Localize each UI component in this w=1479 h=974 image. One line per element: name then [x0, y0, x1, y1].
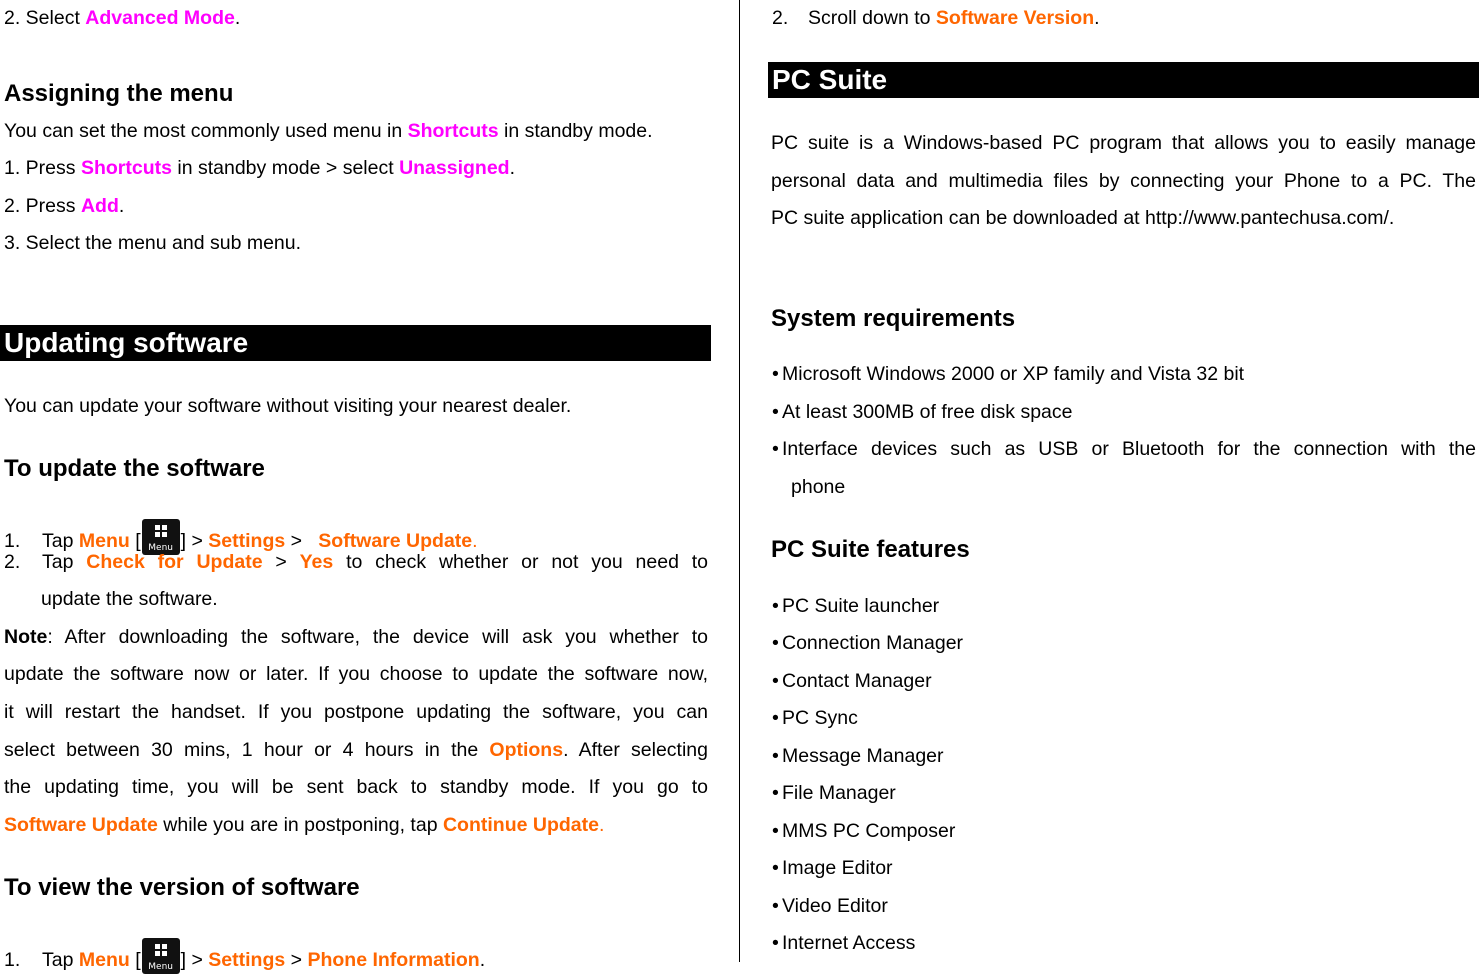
updating-intro: You can update your software without visiting your nearest dealer.: [4, 395, 572, 417]
updating-software-bar: Updating software: [0, 325, 711, 361]
pc-suite-desc-3: PC suite application can be downloaded at http://www.pantechusa.com/.: [771, 207, 1395, 229]
scroll-step-2: 2. Scroll down to Software Version.: [772, 7, 1100, 29]
feature-item: • PC Sync: [772, 707, 858, 729]
right-column: [768, 0, 1479, 962]
menu-icon: Menu: [142, 938, 180, 974]
sysreq-item: • Microsoft Windows 2000 or XP family and Vista 32 bit: [772, 363, 1245, 385]
software-version-link: Software Version: [935, 7, 1095, 29]
menu-link: Menu: [78, 949, 130, 971]
software-update-link: Software Update: [4, 814, 158, 836]
note-line-2: update the software now or later. If you choose to update the software now,: [4, 663, 708, 685]
update-step-2-continued: update the software.: [41, 588, 218, 610]
pc-suite-features-heading: PC Suite features: [771, 536, 970, 563]
assigning-step-1: 1. Press Shortcuts in standby mode > select Unassigned.: [4, 157, 516, 179]
pc-suite-desc-2: personal data and multimedia files by connecting your Phone to a PC. The: [771, 170, 1476, 192]
left-column: [0, 0, 712, 972]
update-software-heading: To update the software: [4, 455, 265, 482]
note-line-6: Software Update while you are in postponing, tap Continue Update.: [4, 814, 605, 836]
feature-item: • Image Editor: [772, 857, 893, 879]
column-divider: [739, 0, 740, 962]
sysreq-item: • At least 300MB of free disk space: [772, 401, 1073, 423]
assigning-intro: You can set the most commonly used menu in Shortcuts in standby mode.: [4, 120, 653, 142]
menu-icon: Menu: [142, 519, 180, 555]
add-link: Add: [80, 195, 119, 217]
assigning-step-2: 2. Press Add.: [4, 195, 125, 217]
update-step-2: 2. Tap Check for Update > Yes to check whether or not you need to: [4, 551, 709, 573]
settings-link: Settings: [208, 530, 286, 552]
note-label: Note: [4, 626, 48, 648]
note-line-1: Note: After downloading the software, the device will ask you whether to: [4, 626, 708, 648]
pc-suite-bar: PC Suite: [768, 62, 1479, 98]
feature-item: • Connection Manager: [772, 632, 964, 654]
step-advanced-mode: 2. Select Advanced Mode.: [4, 7, 241, 29]
settings-link: Settings: [208, 949, 286, 971]
note-line-3: it will restart the handset. If you postpone updating the software, you can: [4, 701, 708, 723]
software-update-link: Software Update: [318, 530, 473, 552]
note-line-5: the updating time, you will be sent back to standby mode. If you go to: [4, 776, 708, 798]
phone-information-link: Phone Information: [307, 949, 480, 971]
feature-item: • File Manager: [772, 782, 896, 804]
yes-link: Yes: [299, 551, 334, 573]
feature-item: • PC Suite launcher: [772, 595, 940, 617]
sysreq-item: • Interface devices such as USB or Bluetooth for the connection with the: [772, 438, 1476, 460]
options-link: Options: [489, 739, 564, 761]
feature-item: • Internet Access: [772, 932, 916, 954]
feature-item: • MMS PC Composer: [772, 820, 956, 842]
check-for-update-link: Check for Update: [86, 551, 263, 573]
feature-item: • Video Editor: [772, 895, 888, 917]
system-requirements-heading: System requirements: [771, 305, 1016, 332]
pc-suite-desc-1: PC suite is a Windows-based PC program that allows you to easily manage: [771, 132, 1476, 154]
shortcuts-link: Shortcuts: [80, 157, 172, 179]
unassigned-link: Unassigned: [399, 157, 510, 179]
continue-update-link: Continue Update: [442, 814, 599, 836]
view-version-heading: To view the version of software: [4, 874, 360, 901]
menu-link: Menu: [78, 530, 130, 552]
advanced-mode-link: Advanced Mode: [85, 7, 235, 29]
sysreq-item-continued: phone: [791, 476, 846, 498]
view-version-step-1: 1. Tap Menu [ Menu ] > Settings > Phone Information.: [4, 938, 485, 974]
assigning-menu-heading: Assigning the menu: [4, 80, 234, 107]
assigning-step-3: 3. Select the menu and sub menu.: [4, 232, 302, 254]
update-step-1: 1. Tap Menu [ Menu ] > Settings > Software Update.: [4, 519, 478, 555]
feature-item: • Contact Manager: [772, 670, 932, 692]
feature-item: • Message Manager: [772, 745, 944, 767]
shortcuts-link: Shortcuts: [407, 120, 499, 142]
note-line-4: select between 30 mins, 1 hour or 4 hours in the Options. After selecting: [4, 739, 708, 761]
